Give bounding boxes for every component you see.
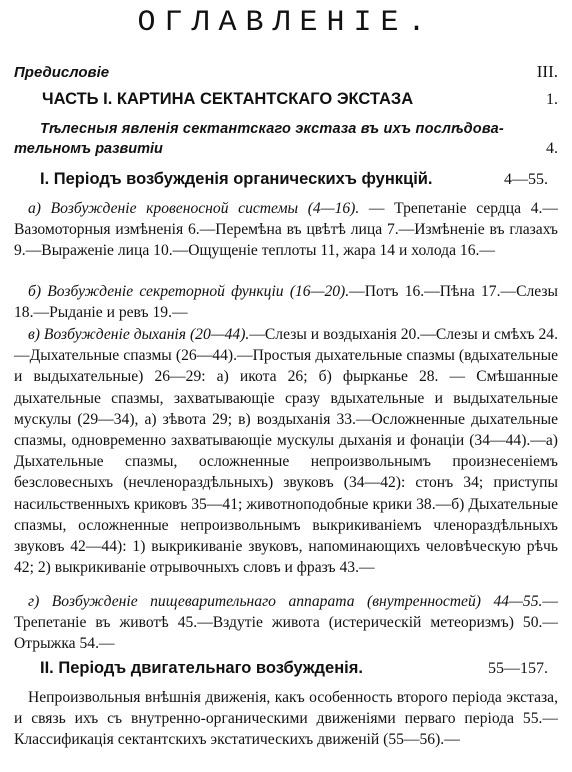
toc-entry-page: 1. — [546, 91, 558, 108]
toc-section-p2[interactable] — [14, 687, 558, 751]
toc-section-b[interactable] — [14, 281, 558, 323]
section-heading: в) Возбужденіе дыханія (20—44). — [28, 326, 250, 343]
section-text: Непроизвольныя внѣшнія движенія, какъ особенность второго періода экстаза, и связь ихъ съ внутренно-органическими движеніями перваго періода 55.—Классификація сектантскихъ экстатическихъ движеній (55—56).— — [14, 689, 558, 749]
toc-entry-physical[interactable] — [14, 120, 558, 159]
toc-entry-label: II. Періодъ двигательнаго возбужденія. — [40, 659, 363, 677]
toc-section-v[interactable] — [14, 324, 558, 578]
toc-section-g[interactable] — [14, 591, 558, 655]
toc-entry-part1[interactable] — [14, 90, 558, 109]
toc-entry-page: 4. — [546, 140, 558, 157]
toc-entry-period2[interactable] — [14, 659, 558, 678]
toc-entry-label-line1: Тѣлесныя явленія сектантскаго экстаза въ ихъ послѣдова- — [40, 121, 504, 137]
section-text: —Слезы и воздыханія 20.—Слезы и смѣхъ 24.—Дыхательные спазмы (26—44).—Простыя дыхательные спазмы (вдыхательные и выдыхательные) 26—29: а) икота 26; б) фырканье 28. — Смѣшанные дыхательные спазмы, захватывающіе сразу вдыхательные и выдыхательные мускулы (29—34), а) зѣвота 29; в) воздыханія 33.—Осложненные дыхательные спазмы, одновременно захватывающіе мускулы дыханія и фонаціи (34—44).—а) Дыхательные спазмы, осложненные непроизвольнымъ произнесеніемъ безсловесныхъ (нечленораздѣльныхъ) звуковъ (34—42): стонъ 34; приступы насильственныхъ криковъ 35—41; животноподобные крики 38.—б) Дыхательные спазмы, осложненные непроизвольнымъ выкрикиваніемъ членораздѣльныхъ звуковъ 42—44): 1) выкрикиваніе звуковъ, напоминающихъ человѣческую рѣчь 42; 2) выкрикиваніе отрывочныхъ словъ и фразъ 43.— — [14, 326, 558, 577]
toc-entry-page: III. — [536, 62, 558, 81]
toc-entry-label-line2: тельномъ развитіи — [14, 141, 163, 157]
toc-entry-preface[interactable] — [14, 62, 558, 82]
page-title: ОГЛАВЛЕНІЕ. — [137, 6, 435, 40]
section-heading: б) Возбужденіе секреторной функціи (16—20). — [28, 283, 350, 300]
toc-section-a[interactable] — [14, 198, 558, 262]
section-heading: г) Возбужденіе пищеварительнаго аппарата (внутренностей) 44—55. — [28, 593, 543, 610]
toc-entry-page: 55—157. — [488, 660, 548, 677]
section-heading: а) Возбужденіе кровеносной системы (4—16). — [28, 200, 360, 217]
toc-entry-label: Предисловіе — [14, 64, 110, 81]
section-text: —Трепетаніе въ животѣ 45.—Вздутіе живота (истерическій метеоризмъ) 50.—Отрыжка 54.— — [14, 593, 558, 653]
toc-entry-page: 4—55. — [504, 171, 548, 188]
toc-entry-label: ЧАСТЬ I. КАРТИНА СЕКТАНТСКАГО ЭКСТАЗА — [42, 90, 414, 108]
section-text: —Потъ 16.—Пѣна 17.—Слезы 18.—Рыданіе и ревъ 19.— — [14, 283, 559, 322]
toc-entry-label: I. Періодъ возбужденія органическихъ функцій. — [40, 170, 433, 188]
section-text: — Трепетаніе сердца 4.—Вазомоторныя измѣненія 6.—Перемѣна въ цвѣтѣ лица 7.—Измѣненіе въ глазахъ 9.—Выраженіе лица 10.—Ощущеніе теплоты 11, жара 14 и холода 16.— — [14, 200, 558, 260]
toc-entry-period1[interactable] — [14, 170, 558, 189]
